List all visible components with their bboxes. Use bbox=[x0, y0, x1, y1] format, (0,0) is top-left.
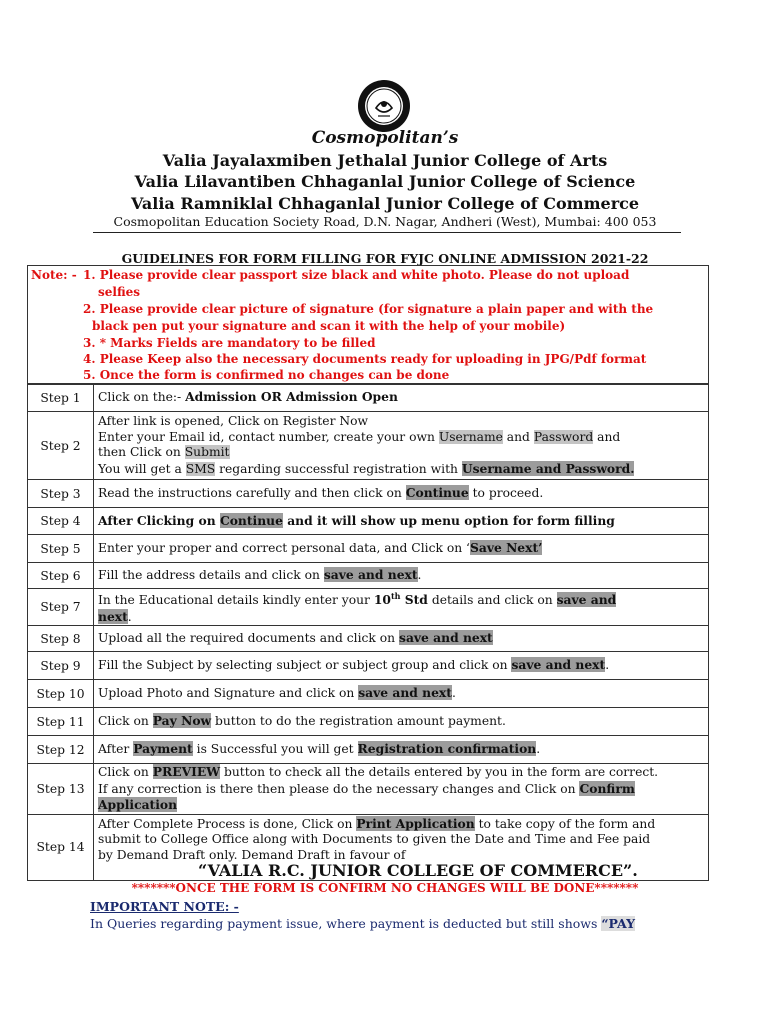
note-5: 5. Once the form is confirmed no changes can be done bbox=[83, 368, 450, 382]
step-desc: After Clicking on Continue and it will show up menu option for form filling bbox=[94, 508, 709, 535]
important-note-heading: IMPORTANT NOTE: - bbox=[90, 899, 239, 914]
guidelines-title: GUIDELINES FOR FORM FILLING FOR FYJC ONLINE ADMISSION 2021-22 bbox=[121, 251, 649, 266]
query-text: In Queries regarding payment issue, where payment is deducted but still shows “PAY bbox=[90, 916, 636, 931]
step-desc: In the Educational details kindly enter your 10th Std details and click on save and next. bbox=[94, 589, 709, 626]
step-desc: After Payment is Successful you will get Registration confirmation. bbox=[94, 736, 709, 764]
college-science: Valia Lilavantiben Chhaganlal Junior College of Science bbox=[134, 172, 636, 191]
note-box bbox=[27, 265, 709, 385]
steps-table bbox=[27, 383, 709, 881]
step-label: Step 10 bbox=[28, 680, 94, 708]
table-row bbox=[28, 652, 709, 680]
note-4: 4. Please Keep also the necessary documents ready for uploading in JPG/Pdf format bbox=[83, 352, 647, 366]
step-desc: Fill the Subject by selecting subject or subject group and click on save and next. bbox=[94, 652, 709, 680]
step-label: Step 1 bbox=[28, 384, 94, 412]
college-commerce: Valia Ramniklal Chhaganlal Junior College of Commerce bbox=[130, 194, 640, 213]
table-row bbox=[28, 384, 709, 412]
table-row bbox=[28, 680, 709, 708]
step-desc: After link is opened, Click on Register Now Enter your Email id, contact number, create your own Username and Password and then Click on Submit You will get a SMS regarding successful registration with Username and Password. bbox=[94, 412, 709, 480]
step-label: Step 2 bbox=[28, 412, 94, 480]
step-desc: Enter your proper and correct personal data, and Click on ‘Save Next’ bbox=[94, 535, 709, 563]
table-row bbox=[28, 412, 709, 480]
note-2a: 2. Please provide clear picture of signature (for signature a plain paper and with the bbox=[83, 302, 654, 316]
address-divider bbox=[93, 232, 681, 233]
table-row bbox=[28, 626, 709, 652]
step-desc: Click on Pay Now button to do the registration amount payment. bbox=[94, 708, 709, 736]
step-label: Step 4 bbox=[28, 508, 94, 535]
step-label: Step 12 bbox=[28, 736, 94, 764]
table-row bbox=[28, 535, 709, 563]
step-label: Step 11 bbox=[28, 708, 94, 736]
step-desc: Click on the:- Admission OR Admission Open bbox=[94, 384, 709, 412]
note-prefix: Note: - bbox=[31, 268, 77, 282]
step-label: Step 3 bbox=[28, 480, 94, 508]
step-desc: Upload all the required documents and click on save and next bbox=[94, 626, 709, 652]
table-row bbox=[28, 563, 709, 589]
note-1b: selfies bbox=[98, 285, 141, 299]
table-row bbox=[28, 480, 709, 508]
step-label: Step 9 bbox=[28, 652, 94, 680]
table-row bbox=[28, 708, 709, 736]
step-desc: Read the instructions carefully and then click on Continue to proceed. bbox=[94, 480, 709, 508]
step-desc: Click on PREVIEW button to check all the details entered by you in the form are correct. If any correction is there then please do the necessary changes and Click on Confirm Application bbox=[94, 764, 709, 815]
table-row bbox=[28, 508, 709, 535]
table-row bbox=[28, 814, 709, 880]
confirm-warning: *******ONCE THE FORM IS CONFIRM NO CHANGES WILL BE DONE******* bbox=[131, 881, 639, 895]
note-3: 3. * Marks Fields are mandatory to be filled bbox=[83, 336, 376, 350]
table-row bbox=[28, 589, 709, 626]
step-desc: Fill the address details and click on save and next. bbox=[94, 563, 709, 589]
address: Cosmopolitan Education Society Road, D.N. Nagar, Andheri (West), Mumbai: 400 053 bbox=[113, 214, 657, 229]
note-2b: black pen put your signature and scan it with the help of your mobile) bbox=[92, 319, 566, 333]
step-desc: Upload Photo and Signature and click on save and next. bbox=[94, 680, 709, 708]
brand-title: Cosmopolitan’s bbox=[311, 128, 459, 148]
step-label: Step 13 bbox=[28, 764, 94, 815]
step-label: Step 5 bbox=[28, 535, 94, 563]
college-logo bbox=[356, 78, 412, 134]
note-1a: 1. Please provide clear passport size black and white photo. Please do not upload bbox=[83, 268, 630, 282]
step-label: Step 7 bbox=[28, 589, 94, 626]
step-label: Step 14 bbox=[28, 814, 94, 880]
college-arts: Valia Jayalaxmiben Jethalal Junior College of Arts bbox=[162, 151, 608, 170]
table-row bbox=[28, 764, 709, 815]
step-label: Step 6 bbox=[28, 563, 94, 589]
step-desc: After Complete Process is done, Click on Print Application to take copy of the form and submit to College Office along with Documents to given the Date and Time and Fee paid by Demand Draft only. Demand Draft in favour of “VALIA R.C. JUNIOR COLLEGE OF COMMERCE”. bbox=[94, 814, 709, 880]
step-label: Step 8 bbox=[28, 626, 94, 652]
table-row bbox=[28, 736, 709, 764]
